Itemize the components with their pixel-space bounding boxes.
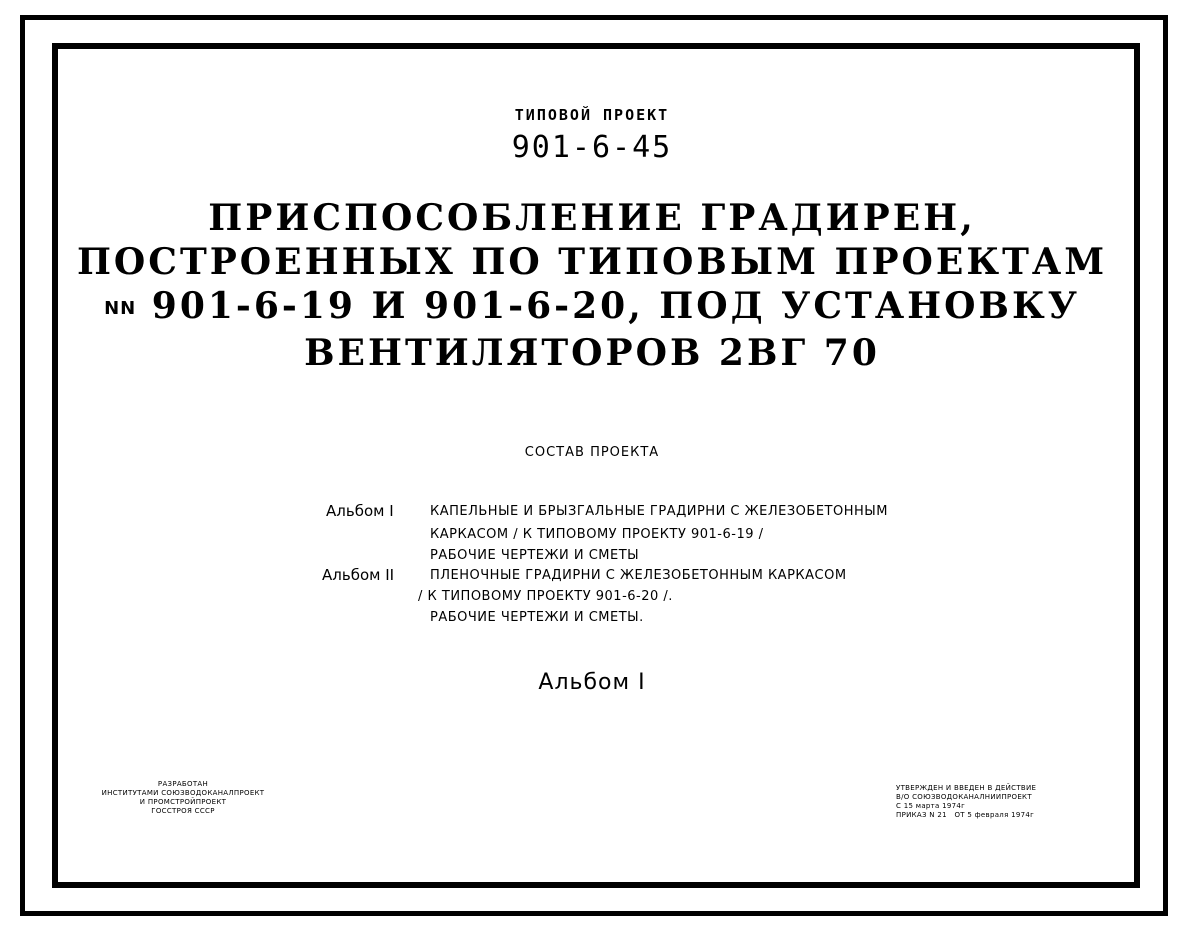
approval-order: ПРИКАЗ N 21: [896, 811, 947, 819]
developer-line-2: ИНСТИТУТАМИ СОЮЗВОДОКАНАЛПРОЕКТ: [101, 789, 265, 797]
approval-line-4: [896, 811, 1096, 820]
title-line-1: ПРИСПОСОБЛЕНИЕ ГРАДИРЕН,: [208, 197, 976, 239]
album-1-line-2: КАРКАСОМ / К ТИПОВОМУ ПРОЕКТУ 901-6-19 /: [430, 527, 764, 542]
developer-line-4: ГОССТРОЯ СССР: [151, 807, 215, 815]
title-nn-prefix: NN: [104, 298, 137, 319]
album-2-line-1: ПЛЕНОЧНЫЕ ГРАДИРНИ С ЖЕЛЕЗОБЕТОННЫМ КАРКАСОМ: [430, 568, 847, 583]
title-line-4: ВЕНТИЛЯТОРОВ 2ВГ 70: [304, 332, 880, 374]
approval-line-2: В/О СОЮЗВОДОКАНАЛНИИПРОЕКТ: [896, 793, 1032, 801]
approval-block: [896, 784, 1096, 820]
project-number: 901-6-45: [511, 130, 673, 165]
album-2-line-2: / К ТИПОВОМУ ПРОЕКТУ 901-6-20 /.: [418, 589, 673, 604]
current-album-label: Альбом I: [538, 670, 646, 695]
album-2-line-3: РАБОЧИЕ ЧЕРТЕЖИ И СМЕТЫ.: [430, 610, 644, 625]
approval-order-date: ОТ 5 февраля 1974г: [954, 811, 1035, 819]
contents-heading: СОСТАВ ПРОЕКТА: [524, 445, 660, 460]
approval-line-1: УТВЕРЖДЕН И ВВЕДЕН В ДЕЙСТВИЕ: [896, 784, 1037, 792]
project-title: [0, 196, 1184, 375]
developer-line-1: РАЗРАБОТАН: [157, 780, 209, 788]
title-line-3-text: 901-6-19 И 901-6-20, ПОД УСТАНОВКУ: [151, 285, 1080, 327]
developer-line-3: И ПРОМСТРОЙПРОЕКТ: [139, 798, 227, 806]
project-series-label: ТИПОВОЙ ПРОЕКТ: [514, 106, 670, 124]
developer-block: [88, 780, 278, 816]
inner-frame: [52, 43, 1140, 888]
title-line-3: [0, 284, 1184, 331]
title-line-2: ПОСТРОЕННЫХ ПО ТИПОВЫМ ПРОЕКТАМ: [76, 241, 1108, 283]
album-1-line-3: РАБОЧИЕ ЧЕРТЕЖИ И СМЕТЫ: [430, 548, 640, 563]
album-2-label: Альбом II: [322, 566, 395, 584]
album-1-label: Альбом I: [326, 502, 394, 520]
approval-line-3: С 15 марта 1974г: [896, 802, 966, 810]
album-1-line-1: КАПЕЛЬНЫЕ И БРЫЗГАЛЬНЫЕ ГРАДИРНИ С ЖЕЛЕЗОБЕТОННЫМ: [430, 504, 888, 519]
